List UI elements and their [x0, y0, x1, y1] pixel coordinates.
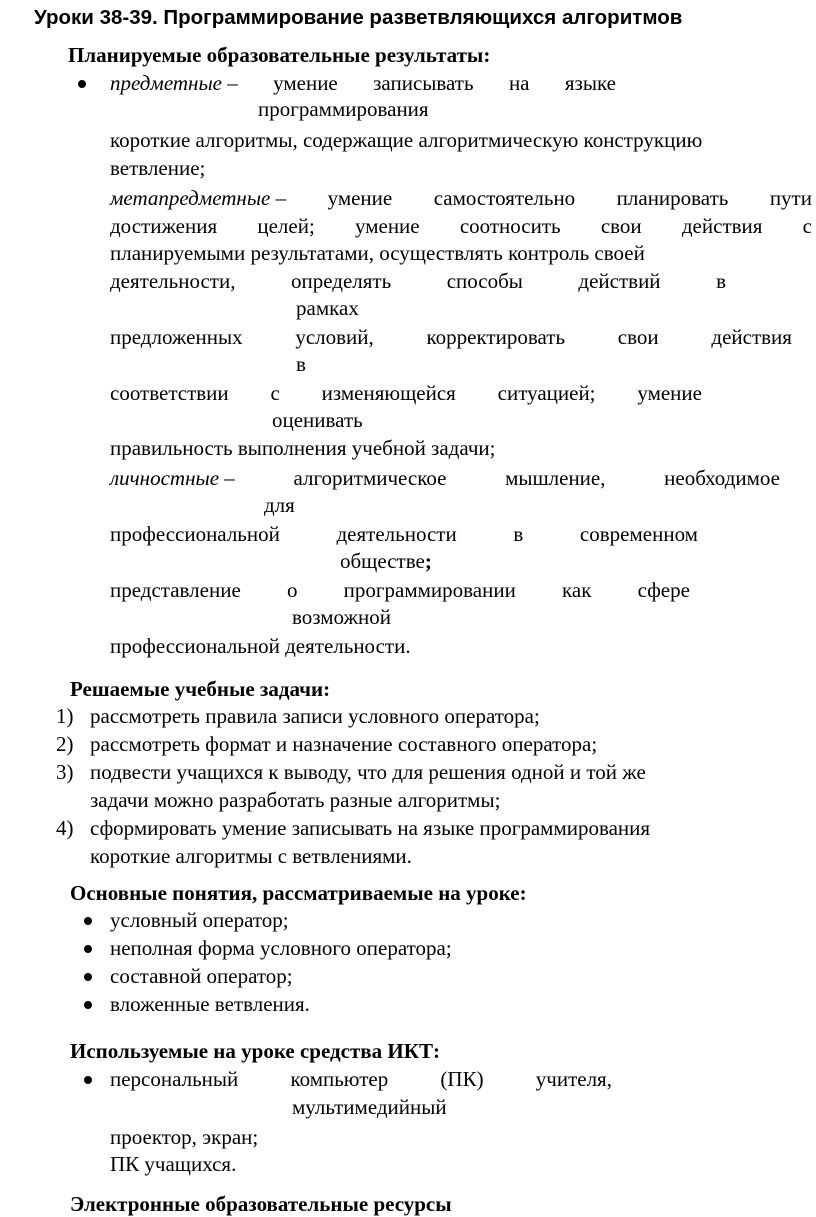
- task-number: 3): [56, 760, 74, 784]
- bullet-icon: [84, 1076, 92, 1084]
- meta-line-4: деятельности, определять способы действий в: [110, 269, 726, 293]
- task-text: сформировать умение записывать на языке программирования: [90, 816, 651, 840]
- ict-line-2: проектор, экран;: [110, 1125, 259, 1149]
- personal-line-2b: обществе;: [340, 549, 432, 573]
- meta-line-5: предложенных условий, корректировать свои действия: [110, 325, 792, 349]
- personal-line-1: личностные – алгоритмическое мышление, необходимое: [110, 466, 780, 490]
- task-number: 2): [56, 732, 74, 756]
- personal-line-4: профессиональной деятельности.: [110, 634, 411, 658]
- meta-line-3: планируемыми результатами, осуществлять контроль своей: [110, 241, 645, 265]
- meta-line-6b: оценивать: [272, 408, 363, 432]
- task-number: 1): [56, 704, 74, 728]
- task-number: 4): [56, 816, 74, 840]
- ict-line-3: ПК учащихся.: [110, 1152, 237, 1176]
- bullet-icon: [84, 917, 92, 925]
- concepts-heading: Основные понятия, рассматриваемые на уроке:: [70, 881, 527, 905]
- page-title: Уроки 38-39. Программирование разветвляющихся алгоритмов: [34, 6, 683, 29]
- bullet-icon: [84, 945, 92, 953]
- bullet-icon: [84, 973, 92, 981]
- personal-line-1b: для: [264, 493, 295, 517]
- task-text: подвести учащихся к выводу, что для решения одной и той же: [90, 760, 646, 784]
- personal-line-3b: возможной: [292, 605, 392, 629]
- personal-line-2: профессиональной деятельности в современном: [110, 522, 698, 546]
- task-text: короткие алгоритмы с ветвлениями.: [90, 844, 412, 868]
- resources-heading: Электронные образовательные ресурсы: [70, 1192, 452, 1216]
- subject-line-1b: программирования: [258, 97, 429, 121]
- tasks-heading: Решаемые учебные задачи:: [70, 677, 331, 701]
- task-text: рассмотреть правила записи условного оператора;: [90, 704, 540, 728]
- results-heading: Планируемые образовательные результаты:: [68, 43, 491, 67]
- subject-line-2: короткие алгоритмы, содержащие алгоритмическую конструкцию: [110, 128, 703, 152]
- task-text: рассмотреть формат и назначение составного оператора;: [90, 732, 598, 756]
- meta-line-4b: рамках: [296, 296, 359, 320]
- meta-line-5b: в: [296, 352, 306, 376]
- ict-line-1: персональный компьютер (ПК) учителя,: [110, 1067, 612, 1091]
- ict-line-1b: мультимедийный: [292, 1095, 447, 1119]
- subject-line-1: предметные – умение записывать на языке: [110, 71, 616, 95]
- concept-item: составной оператор;: [110, 964, 293, 988]
- meta-line-7: правильность выполнения учебной задачи;: [110, 436, 496, 460]
- bullet-icon: [78, 80, 86, 88]
- task-text: задачи можно разработать разные алгоритмы;: [90, 788, 501, 812]
- meta-line-2: достижения целей; умение соотносить свои действия с: [110, 214, 812, 238]
- ict-heading: Используемые на уроке средства ИКТ:: [70, 1039, 440, 1063]
- meta-line-6: соответствии с изменяющейся ситуацией; умение: [110, 381, 702, 405]
- subject-line-3: ветвление;: [110, 156, 206, 180]
- meta-line-1: метапредметные – умение самостоятельно планировать пути: [110, 186, 812, 210]
- bullet-icon: [84, 1001, 92, 1009]
- concept-item: условный оператор;: [110, 908, 289, 932]
- concept-item: неполная форма условного оператора;: [110, 936, 452, 960]
- concept-item: вложенные ветвления.: [110, 992, 310, 1016]
- personal-line-3: представление о программировании как сфере: [110, 578, 690, 602]
